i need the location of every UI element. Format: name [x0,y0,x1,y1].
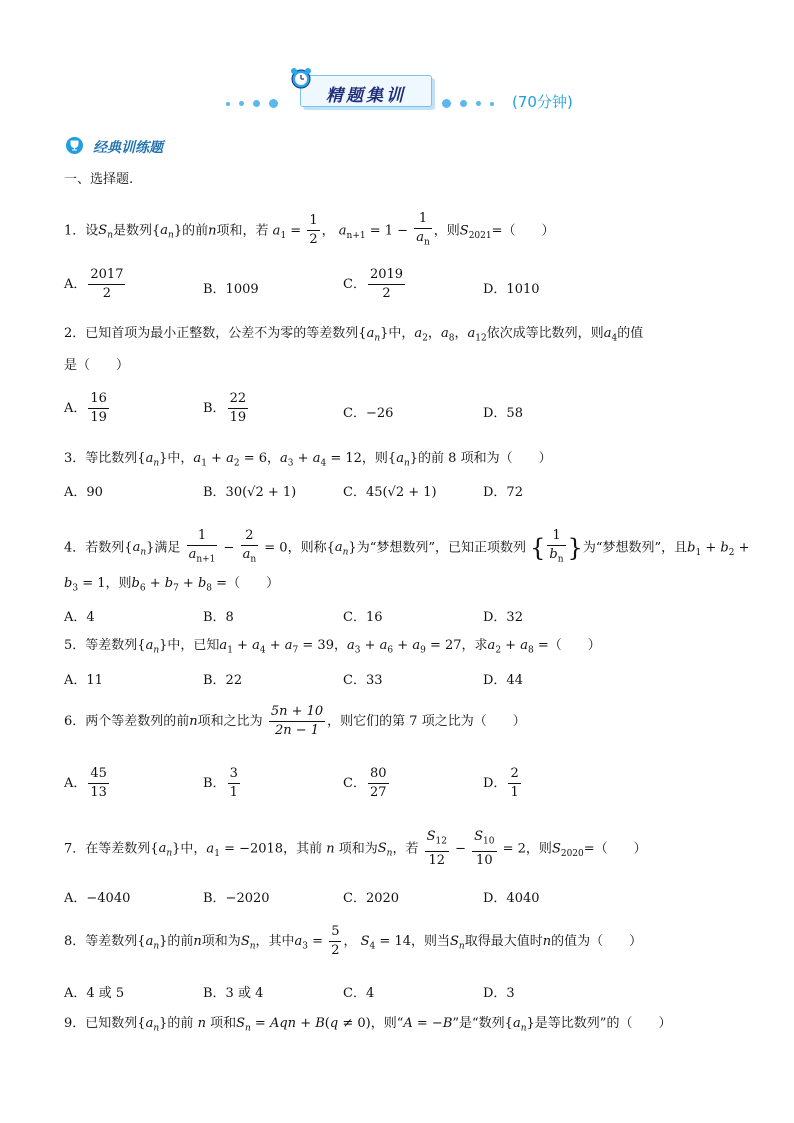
q4-option-b[interactable]: B．8 [203,610,234,625]
part-heading: 一、选择题. [64,172,134,187]
question-4-cont: $b_3 = 1$，则$b_6 + b_7 + b_8$ =（ ） [64,576,280,594]
q7-option-d[interactable]: D．4040 [483,891,540,906]
q1-option-b[interactable]: B．1009 [203,282,259,297]
q1-option-c[interactable]: C． $\frac{2019}{2}$ [343,267,404,301]
q2-option-c[interactable]: C．−26 [343,406,394,421]
q3-option-d[interactable]: D．72 [483,485,523,500]
q8-option-a[interactable]: A．4 或 5 [64,986,125,1001]
q2-option-b[interactable]: B． $\frac{22}{19}$ [203,391,247,425]
q4-option-c[interactable]: C．16 [343,610,383,625]
q4-option-d[interactable]: D．32 [483,610,523,625]
q3-option-a[interactable]: A．90 [64,485,103,500]
question-3: 3．等比数列$\{a_n\}$中，$a_1 + a_2 = 6$，$a_3 + a_4 = 12$，则$\{a_n\}$的前 8 项和为（ ） [64,451,552,469]
q8-option-d[interactable]: D．3 [483,986,515,1001]
q5-option-c[interactable]: C．33 [343,673,383,688]
question-1: 1．设$S_n$是数列$\{a_n\}$的前n项和，若 $a_1$ = $\frac{1}{2}$ ， $a_{n+1} = 1$ − $\frac{1}{a_n}$ ，则$S_{2021}=$（ ） [64,211,555,248]
q4-option-a[interactable]: A．4 [64,610,95,625]
question-7: 7．在等差数列$\{a_n\}$中，$a_1 = -2018$，其前 n 项和为$S_n$，若 $\frac{S_{12}}{12}$ − $\frac{S_{10}}{10}$ = 2，则$S_{2020}=$（ ） [64,829,647,868]
page-title: 精题集训 [326,86,406,106]
q3-option-b[interactable]: B．30(√2 + 1) [203,485,297,500]
header-dots-left [226,93,287,112]
q5-option-a[interactable]: A．11 [64,673,103,688]
question-6: 6．两个等差数列的前n项和之比为 $\frac{5n + 10}{2n - 1}$ ，则它们的第 7 项之比为（ ） [64,704,526,738]
section-title: 经典训练题 [93,140,163,156]
q7-option-b[interactable]: B．−2020 [203,891,270,906]
q5-option-d[interactable]: D．44 [483,673,523,688]
header-dots-right [442,93,503,112]
question-8: 8．等差数列$\{a_n\}$的前n项和为$S_n$，其中$a_3$ = $\frac{5}{2}$ ， $S_4 = 14$，则当$S_n$取得最大值时n的值为（ ） [64,924,643,958]
q8-option-c[interactable]: C．4 [343,986,375,1001]
question-5: 5．等差数列$\{a_n\}$中，已知$a_1 + a_4 + a_7 = 39$，$a_3 + a_6 + a_9 = 27$，求$a_2 + a_8$ =（ ） [64,638,601,656]
q3-option-c[interactable]: C．45(√2 + 1) [343,485,437,500]
question-9: 9．已知数列$\{a_n\}$的前 n 项和$S_n$ = Aqn + B(q ≠ 0)，则“A = −B”是“数列$\{a_n\}$是等比数列”的（ ） [64,1016,672,1034]
question-4: 4．若数列$\{a_n\}$满足 $\frac{1}{a_{n+1}}$ − $\frac{2}{a_n}$ = 0，则称$\{a_n\}$为“梦想数列”，已知正项数列 { $\frac{1}{b_n}$ }为“梦想数列”，且$b_1 + b_2$ + [64,528,750,565]
q1-option-a[interactable]: A． $\frac{2017}{2}$ [64,267,124,301]
question-2: 2．已知首项为最小正整数，公差不为零的等差数列$\{a_n\}$中，$a_2$，$a_8$，$a_{12}$依次成等比数列，则$a_4$的值 [64,326,644,344]
duration-label: (70分钟) [512,93,573,111]
q5-option-b[interactable]: B．22 [203,673,243,688]
q2-option-d[interactable]: D．58 [483,406,523,421]
q6-option-d[interactable]: D． $\frac{2}{1}$ [483,766,519,800]
q6-option-a[interactable]: A． $\frac{45}{13}$ [64,766,107,800]
alarm-clock-icon [287,66,315,90]
q7-option-c[interactable]: C．2020 [343,891,400,906]
q1-option-d[interactable]: D．1010 [483,282,540,297]
question-2-cont: 是（ ） [64,358,130,373]
q7-option-a[interactable]: A．−4040 [64,891,131,906]
q6-option-b[interactable]: B． $\frac{3}{1}$ [203,766,238,800]
q2-option-a[interactable]: A． $\frac{16}{19}$ [64,391,107,425]
header-banner [300,75,432,107]
trophy-icon [66,137,83,154]
q6-option-c[interactable]: C． $\frac{80}{27}$ [343,766,387,800]
q8-option-b[interactable]: B．3 或 4 [203,986,264,1001]
